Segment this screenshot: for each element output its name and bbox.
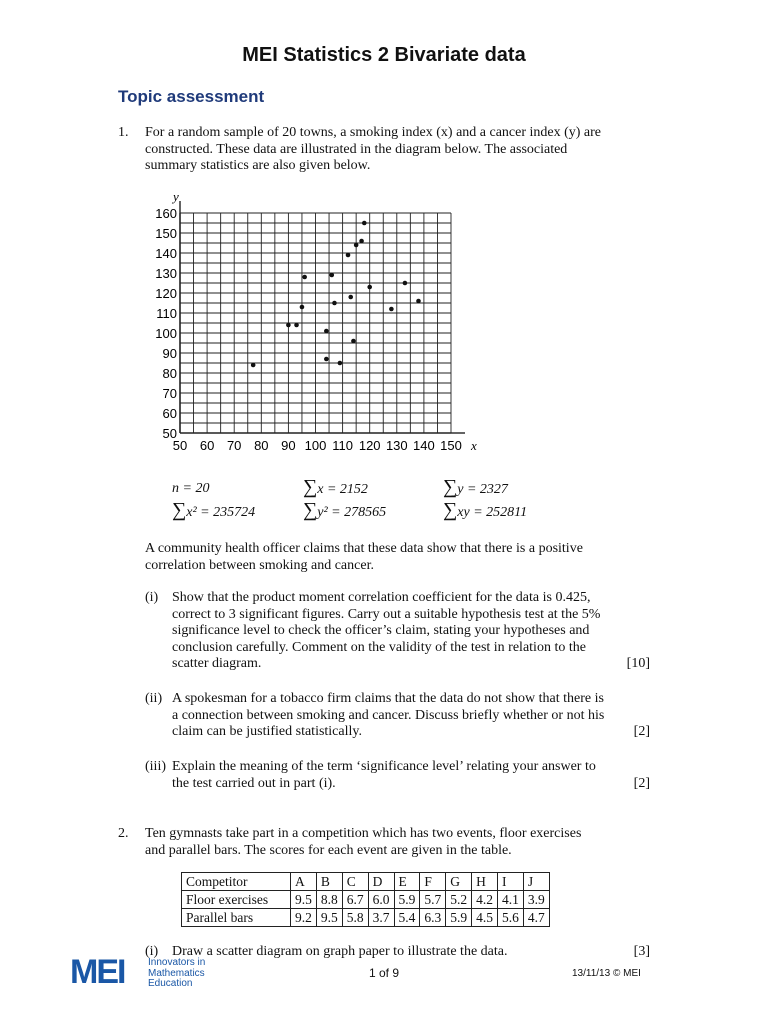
footer-date: 13/11/13 © MEI xyxy=(572,968,641,979)
stat-sum-xy-value: xy = 252811 xyxy=(457,505,528,520)
table-cell: 6.7 xyxy=(342,891,368,909)
data-point xyxy=(346,253,351,258)
q2-intro xyxy=(145,826,650,859)
logo-text-line: Mathematics xyxy=(148,967,205,979)
data-point xyxy=(286,323,291,328)
data-point xyxy=(251,363,256,368)
data-point xyxy=(389,307,394,312)
section-heading: Topic assessment xyxy=(118,87,265,106)
data-point xyxy=(348,295,353,300)
table-cell: 9.5 xyxy=(316,909,342,927)
data-point xyxy=(354,243,359,248)
table-cell: 6.3 xyxy=(420,909,446,927)
stat-sum-x2-value: x² = 235724 xyxy=(186,505,256,520)
q1-part-iii-label: (iii) xyxy=(145,759,166,774)
q1-number: 1. xyxy=(118,125,129,140)
logo-mark: MEI xyxy=(70,953,125,991)
data-point xyxy=(332,301,337,306)
y-tick-label: 100 xyxy=(155,326,177,341)
y-tick-label: 160 xyxy=(155,206,177,221)
table-cell: Parallel bars xyxy=(182,909,291,927)
table-cell: 5.4 xyxy=(394,909,420,927)
table-cell: 8.8 xyxy=(316,891,342,909)
marks-label: [2] xyxy=(633,724,650,739)
table-cell: F xyxy=(420,873,446,891)
marks-label: [10] xyxy=(626,656,650,671)
scores-table xyxy=(181,872,550,927)
q1-part-i-label: (i) xyxy=(145,590,159,605)
y-tick-label: 50 xyxy=(162,426,177,441)
data-point xyxy=(403,281,408,286)
data-point xyxy=(324,329,329,334)
y-axis-label: y xyxy=(173,190,179,204)
q1-part-line: significance level to check the officer’s claim, stating your hypotheses and xyxy=(172,623,590,638)
table-cell: G xyxy=(446,873,472,891)
q1-intro-line: For a random sample of 20 towns, a smoking index (x) and a cancer index (y) are xyxy=(145,125,602,140)
table-cell: 5.9 xyxy=(394,891,420,909)
q1-intro-line: summary statistics are also given below. xyxy=(145,158,371,173)
stat-sum-x xyxy=(303,476,368,499)
table-cell: 4.2 xyxy=(472,891,498,909)
table-cell: 6.0 xyxy=(368,891,394,909)
table-cell: 5.7 xyxy=(420,891,446,909)
q1-part-line: conclusion carefully. Comment on the validity of the test in relation to the xyxy=(172,639,586,655)
data-point xyxy=(362,221,367,226)
stat-sum-y xyxy=(443,476,508,499)
scatter-diagram xyxy=(150,190,500,460)
data-point xyxy=(359,239,364,244)
q1-part-line: Show that the product moment correlation coefficient for the data is 0.425, xyxy=(172,590,591,605)
q2-intro-line: and parallel bars. The scores for each event are given in the table. xyxy=(145,842,512,858)
q1-part-line: a connection between smoking and cancer. Discuss briefly whether or not his xyxy=(172,707,605,723)
table-cell: 9.5 xyxy=(291,891,317,909)
marks-label: [3] xyxy=(633,944,650,959)
table-cell: B xyxy=(316,873,342,891)
q1-part-ii-text xyxy=(172,691,650,741)
x-tick-label: 120 xyxy=(358,438,381,453)
q1-part-line: the test carried out in part (i). xyxy=(172,775,336,791)
stat-n: n = 20 xyxy=(172,481,210,496)
stat-sum-x2 xyxy=(172,499,255,522)
x-tick-label: 70 xyxy=(226,438,242,453)
data-point xyxy=(351,339,356,344)
q1-part-last-line xyxy=(172,656,650,673)
table-row xyxy=(182,909,550,927)
table-cell: 5.8 xyxy=(342,909,368,927)
table-cell: 4.5 xyxy=(472,909,498,927)
table-cell: 4.7 xyxy=(523,909,549,927)
q1-claim-line: correlation between smoking and cancer. xyxy=(145,557,374,573)
data-point xyxy=(367,285,372,290)
table-cell: I xyxy=(498,873,524,891)
q1-claim-line: A community health officer claims that these data show that there is a positive xyxy=(145,541,583,556)
x-tick-label: 100 xyxy=(304,438,327,453)
stat-sum-y-value: y = 2327 xyxy=(457,482,508,497)
table-cell: 4.1 xyxy=(498,891,524,909)
table-header-row xyxy=(182,873,550,891)
table-row xyxy=(182,891,550,909)
stat-sum-y2-value: y² = 278565 xyxy=(317,505,387,520)
table-cell: A xyxy=(291,873,317,891)
table-cell: E xyxy=(394,873,420,891)
table-cell: D xyxy=(368,873,394,891)
q1-part-line: A spokesman for a tobacco firm claims that the data do not show that there is xyxy=(172,691,604,706)
x-tick-label: 110 xyxy=(332,438,353,453)
table-cell: Competitor xyxy=(182,873,291,891)
stat-sum-xy xyxy=(443,499,527,522)
sigma-symbol: ∑ xyxy=(303,476,318,498)
q1-part-line: scatter diagram. xyxy=(172,656,262,671)
data-point xyxy=(338,361,343,366)
stat-sum-y2 xyxy=(303,499,386,522)
q2-part-i-label: (i) xyxy=(145,944,159,959)
y-tick-label: 90 xyxy=(162,346,177,361)
table-cell: 5.9 xyxy=(446,909,472,927)
table-cell: Floor exercises xyxy=(182,891,291,909)
marks-label: [2] xyxy=(633,775,650,791)
q2-part-i-text xyxy=(172,944,650,961)
page-title: MEI Statistics 2 Bivariate data xyxy=(242,44,526,66)
x-tick-label: 90 xyxy=(281,438,296,453)
y-tick-label: 150 xyxy=(155,226,177,241)
sigma-symbol: ∑ xyxy=(303,499,318,521)
sigma-symbol: ∑ xyxy=(443,499,458,521)
q1-part-ii-label: (ii) xyxy=(145,691,163,706)
data-point xyxy=(294,323,299,328)
y-tick-label: 80 xyxy=(162,366,177,381)
y-tick-label: 130 xyxy=(155,266,177,281)
table-cell: H xyxy=(472,873,498,891)
q1-part-last-line xyxy=(172,776,650,793)
x-tick-label: 140 xyxy=(413,438,435,453)
logo-text-line: Education xyxy=(148,978,193,989)
x-tick-label: 60 xyxy=(199,438,215,453)
table-cell: J xyxy=(523,873,549,891)
q1-part-last-line xyxy=(172,724,650,741)
q2-part-i-body: Draw a scatter diagram on graph paper to illustrate the data. xyxy=(172,944,508,959)
data-point xyxy=(300,305,305,310)
q1-intro xyxy=(145,125,650,175)
y-tick-label: 110 xyxy=(156,306,177,321)
y-tick-label: 70 xyxy=(162,386,177,401)
table-cell: 5.6 xyxy=(498,909,524,927)
data-point xyxy=(324,357,329,362)
x-tick-label: 80 xyxy=(254,438,269,453)
table-cell: 3.7 xyxy=(368,909,394,927)
x-tick-label: 130 xyxy=(385,438,408,453)
data-point xyxy=(416,299,421,304)
x-axis-label: x xyxy=(471,438,477,453)
y-tick-label: 60 xyxy=(162,406,177,421)
q2-intro-line: Ten gymnasts take part in a competition which has two events, floor exercises xyxy=(145,826,582,841)
q1-intro-line: constructed. These data are illustrated in the diagram below. The associated xyxy=(145,141,568,157)
page-number: 1 of 9 xyxy=(368,966,400,980)
sigma-symbol: ∑ xyxy=(172,499,187,521)
data-point xyxy=(329,273,334,278)
chart-grid xyxy=(180,201,465,433)
x-tick-label: 50 xyxy=(172,438,188,453)
q1-part-iii-text xyxy=(172,759,650,792)
y-tick-label: 120 xyxy=(155,286,177,301)
data-point xyxy=(302,275,307,280)
q1-part-line: claim can be justified statistically. xyxy=(172,724,362,739)
q2-number: 2. xyxy=(118,826,129,841)
table-cell: 5.2 xyxy=(446,891,472,909)
stat-sum-x-value: x = 2152 xyxy=(317,482,368,497)
x-tick-label: 150 xyxy=(440,438,462,453)
sigma-symbol: ∑ xyxy=(443,476,458,498)
y-tick-label: 140 xyxy=(155,246,177,261)
q1-part-line: Explain the meaning of the term ‘significance level’ relating your answer to xyxy=(172,759,596,774)
q1-claim xyxy=(145,541,650,574)
table-cell: 3.9 xyxy=(523,891,549,909)
q1-part-i-text xyxy=(172,590,650,673)
table-cell: 9.2 xyxy=(291,909,317,927)
logo-text-line: Innovators in xyxy=(148,957,206,968)
q1-part-line: correct to 3 significant figures. Carry out a suitable hypothesis test at the 5% xyxy=(172,606,601,622)
table-cell: C xyxy=(342,873,368,891)
q2-part-i-line xyxy=(172,944,650,961)
